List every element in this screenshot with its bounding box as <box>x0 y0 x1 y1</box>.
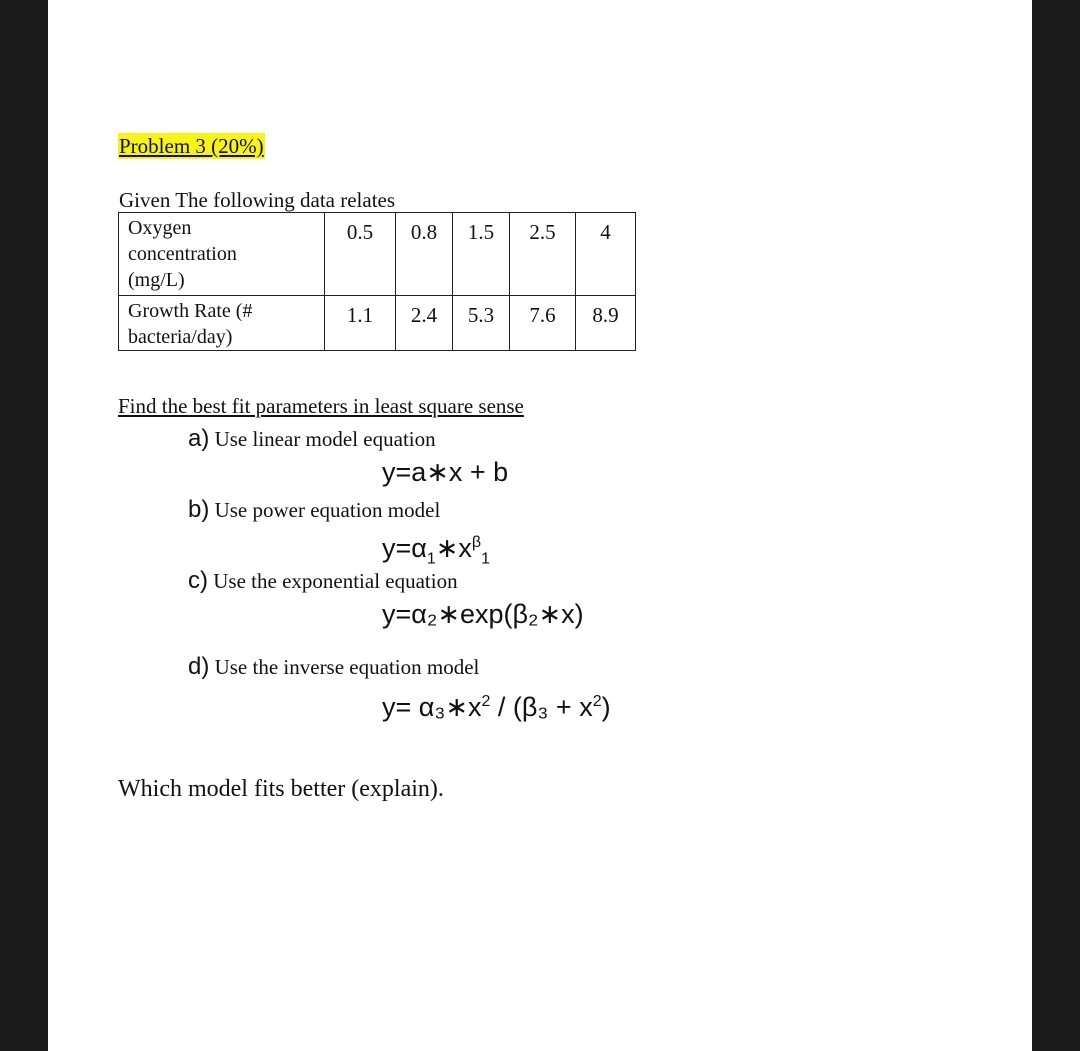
part-text: Use the inverse equation model <box>214 655 480 679</box>
part-b <box>188 497 440 523</box>
table-cell: 5.3 <box>453 296 510 351</box>
eq-subscript: 1 <box>481 550 491 568</box>
part-c <box>188 568 458 594</box>
data-table <box>118 212 636 351</box>
closing-question: Which model fits better (explain). <box>118 776 444 802</box>
eq-superscript: 2 <box>592 693 602 710</box>
table-cell: 8.9 <box>576 296 636 351</box>
table-row <box>119 213 636 296</box>
eq-segment: / (β₃ + x <box>490 692 593 722</box>
equation-inverse <box>382 686 611 723</box>
row-label-line: bacteria/day) <box>128 326 233 348</box>
table-cell: 4 <box>576 213 636 296</box>
table-cell: 1.1 <box>325 296 396 351</box>
part-letter: c) <box>188 567 208 594</box>
part-letter: d) <box>188 653 210 680</box>
table-cell: 0.8 <box>396 213 453 296</box>
table-cell: 2.5 <box>510 213 576 296</box>
document-page <box>48 0 1032 1051</box>
row-label-oxygen <box>119 213 325 296</box>
eq-subscript: 1 <box>426 550 436 568</box>
row-label-line: Growth Rate (# <box>128 300 253 322</box>
row-label-growth <box>119 296 325 351</box>
part-d <box>188 654 479 680</box>
instruction-text: Find the best fit parameters in least square sense <box>118 394 524 418</box>
problem-title: Problem 3 (20%) <box>119 134 264 158</box>
given-text: Given The following data relates <box>119 188 396 212</box>
part-a <box>188 426 436 452</box>
table-cell: 0.5 <box>325 213 396 296</box>
eq-segment: ) <box>601 692 611 722</box>
row-label-line: concentration <box>128 243 237 265</box>
table-cell: 7.6 <box>510 296 576 351</box>
table-cell: 2.4 <box>396 296 453 351</box>
eq-segment: ∗x <box>435 533 472 563</box>
eq-segment: y=α <box>382 533 427 563</box>
row-label-line: Oxygen <box>128 217 192 239</box>
table-row <box>119 296 636 351</box>
part-text: Use linear model equation <box>214 427 436 451</box>
equation-exponential: y=α₂∗exp(β₂∗x) <box>382 599 584 629</box>
row-label-line: (mg/L) <box>128 269 185 291</box>
eq-superscript: β <box>471 534 482 551</box>
eq-segment: y= α₃∗x <box>382 692 482 722</box>
table-cell: 1.5 <box>453 213 510 296</box>
part-text: Use power equation model <box>214 498 441 522</box>
equation-linear: y=a∗x + b <box>382 457 509 487</box>
part-text: Use the exponential equation <box>213 569 458 593</box>
eq-superscript: 2 <box>481 693 491 710</box>
part-letter: b) <box>188 496 210 523</box>
part-letter: a) <box>188 425 210 452</box>
